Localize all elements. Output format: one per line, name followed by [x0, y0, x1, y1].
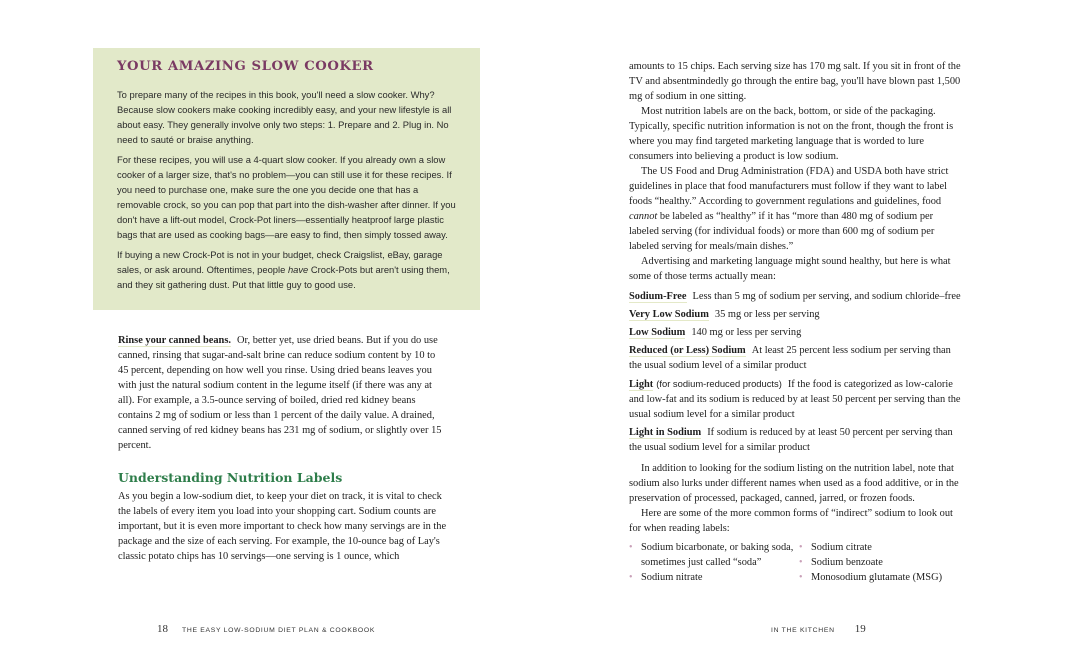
- list-item-text: Monosodium glutamate (MSG): [811, 572, 943, 583]
- list-item: [799, 555, 961, 570]
- book-title: THE EASY LOW-SODIUM DIET PLAN & COOKBOOK: [182, 627, 376, 634]
- paragraph: In addition to looking for the sodium listing on the nutrition label, note that sodium also lurks under different names when used as a food additive, or in the preservation of processed, packaged, canned, jarred, or frozen foods.: [629, 463, 959, 504]
- paragraph: Advertising and marketing language might sound healthy, but here is what some of those terms actually mean:: [629, 256, 951, 282]
- term-definition: If sodium is reduced by at least 50 percent per serving than the usual sodium level for a similar product: [629, 427, 953, 453]
- right-body-text: [629, 59, 961, 585]
- bullet-icon: •: [799, 542, 803, 553]
- rinse-lead: Rinse your canned beans.: [118, 335, 231, 346]
- paragraph: Here are some of the more common forms of “indirect” sodium to look out for when reading labels:: [629, 508, 953, 534]
- list-item: [799, 540, 961, 555]
- list-item: [629, 540, 799, 570]
- term-very-low-sodium: [629, 307, 961, 322]
- rinse-text: Or, better yet, use dried beans. But if you do use canned, rinsing that sugar-and-salt brine can reduce sodium content by 10 to 45 percent, depending on how well you rinse. Using dried beans leaves you with just the natural sodium content in the legume itself (if there was any at all). For example, a 3.5-ounce serving of boiled, dried red kidney beans contains 2 mg of sodium or less than 1 percent of the daily value. A drained, canned serving of red kidney beans has 231 mg of sodium, or slightly over 15 percent.: [118, 335, 442, 451]
- text-run: The US Food and Drug Administration (FDA) and USDA both have strict guidelines in place that food manufacturers must follow if they want to label foods “healthy.” According to government regulations and guidelines, food: [629, 166, 949, 207]
- slow-cooker-sidebar: [93, 48, 480, 310]
- paragraph: amounts to 15 chips. Each serving size has 170 mg salt. If you sit in front of the TV and absentmindedly go through the entire bag, you'll have blown past 1,500 mg of sodium in one sitting.: [629, 61, 961, 102]
- term-light-in-sodium: [629, 425, 961, 455]
- bullet-icon: •: [629, 542, 633, 553]
- text-run: be labeled as “healthy” if it has “more than 480 mg of sodium per labeled serving (for individual foods) or more than 600 mg of sodium per labeled serving for meals/main dishes.”: [629, 211, 935, 252]
- left-footer: [157, 619, 375, 637]
- bullet-column: [629, 540, 799, 585]
- list-item: [629, 570, 799, 585]
- term-label: Sodium-Free: [629, 291, 687, 302]
- term-label: Very Low Sodium: [629, 309, 709, 320]
- sidebar-paragraph: To prepare many of the recipes in this book, you'll need a slow cooker. Why? Because slow cookers make cooking incredibly easy, and your new lifestyle is all about easy. They generally involve only two steps: 1. Prepare and 2. Plug in. No need to sauté or braise anything.: [117, 89, 452, 145]
- term-definition: At least 25 percent less sodium per serving than the usual sodium level of a similar product: [629, 345, 951, 371]
- term-reduced-sodium: [629, 343, 961, 373]
- section-title: IN THE KITCHEN: [771, 627, 835, 634]
- term-label: Reduced (or Less) Sodium: [629, 345, 746, 356]
- section-heading: Understanding Nutrition Labels: [118, 470, 343, 485]
- term-qualifier: (for sodium-reduced products): [656, 378, 782, 389]
- indirect-sodium-list: [629, 540, 961, 585]
- term-definition: Less than 5 mg of sodium per serving, and sodium chloride–free: [692, 291, 961, 302]
- list-item-text: Sodium citrate: [811, 542, 872, 553]
- term-definition: 35 mg or less per serving: [714, 309, 820, 320]
- paragraph: Most nutrition labels are on the back, bottom, or side of the packaging. Typically, specific nutrition information is not on the front, though the front is where you may find targeted marketing language that is worded to lure consumers into believing a product is low sodium.: [629, 106, 954, 162]
- term-definition: 140 mg or less per serving: [691, 327, 802, 338]
- text-run: Crock-Pots but aren't using them, and they sit gathering dust. Put that little guy to good use.: [117, 264, 450, 290]
- sidebar-paragraph: For these recipes, you will use a 4-quart slow cooker. If you already own a slow cooker of a larger size, that's no problem—you can still use it for these recipes. If you need to purchase one, make sure the one you decide one that has a removable crock, so you can pop that part into the dish-washer after dinner. If you don't have a lift-out model, Crock-Pot liners—essentially heatproof large plastic bags that are used as cooking bags—are easy to find, then simply tossed away.: [117, 154, 456, 240]
- page-number: 18: [157, 623, 168, 635]
- bullet-icon: •: [629, 572, 633, 583]
- right-footer: [771, 619, 866, 637]
- page-number: 19: [854, 623, 866, 635]
- term-definition: If the food is categorized as low-calorie and low-fat and its sodium is reduced by at least 50 percent per serving than the usual sodium level for a similar product: [629, 379, 961, 420]
- list-item-text: Sodium benzoate: [811, 557, 883, 568]
- section-paragraph: As you begin a low-sodium diet, to keep your diet on track, it is vital to check the labels of every item you load into your shopping cart. Sodium counts are important, but it is even more important to check how many servings are in the package and the size of each serving. For example, the 10-ounce bag of Lay's classic potato chips has 10 servings—one serving is 1 ounce, which: [118, 491, 447, 562]
- list-item: [799, 570, 961, 585]
- term-label: Low Sodium: [629, 327, 686, 338]
- paragraph: [629, 164, 961, 254]
- list-item-text: Sodium nitrate: [641, 572, 703, 583]
- list-item-text: Sodium bicarbonate, or baking soda, sometimes just called “soda”: [641, 542, 794, 568]
- term-low-sodium: [629, 325, 961, 340]
- bullet-icon: •: [799, 557, 803, 568]
- text-run: If buying a new Crock-Pot is not in your budget, check Craigslist, eBay, garage sales, or ask around. Oftentimes, people: [117, 249, 443, 275]
- term-light: [629, 376, 961, 422]
- bullet-column: [799, 540, 961, 585]
- term-label: Light: [629, 379, 654, 390]
- emphasis: have: [287, 264, 309, 275]
- sidebar-paragraph: [117, 247, 456, 292]
- term-label: Light in Sodium: [629, 427, 702, 438]
- emphasis: cannot: [629, 211, 658, 222]
- rinse-paragraph: [118, 333, 448, 453]
- bullet-icon: •: [799, 572, 803, 583]
- sidebar-title: YOUR AMAZING SLOW COOKER: [117, 59, 374, 74]
- left-body-text: [118, 333, 448, 564]
- term-sodium-free: [629, 289, 961, 304]
